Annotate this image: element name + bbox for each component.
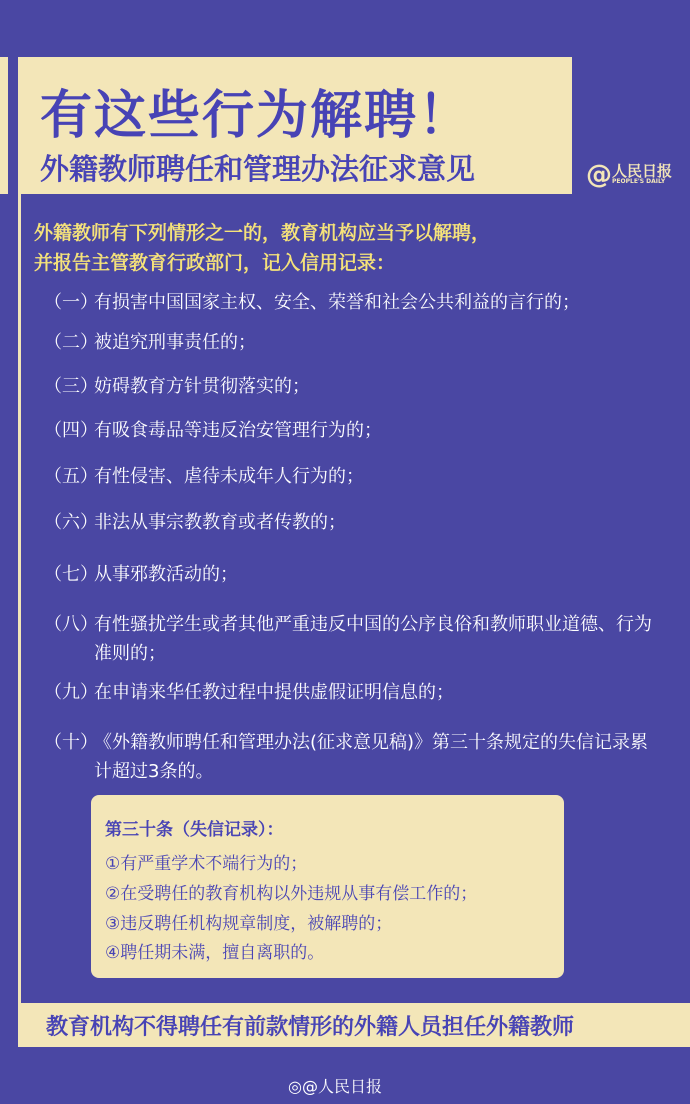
item-number: （五） xyxy=(44,466,98,487)
page-title: 有这些行为解聘！ xyxy=(40,86,473,146)
item-number: （八） xyxy=(44,614,98,635)
list-item xyxy=(44,610,664,668)
item-text: 有性侵害、虐待未成年人行为的； xyxy=(94,466,364,487)
item-number: （七） xyxy=(44,564,98,585)
item-number: （二） xyxy=(44,332,98,353)
logo-en: PEOPLE'S DAILY xyxy=(612,178,666,185)
decorative-bar xyxy=(0,57,8,194)
weibo-icon: ◎ xyxy=(288,1077,302,1096)
item-number: （三） xyxy=(44,376,98,397)
box-line: ③违反聘任机构规章制度，被解聘的； xyxy=(105,914,393,934)
at-icon: @ xyxy=(586,160,612,190)
box-line: ①有严重学术不端行为的； xyxy=(105,854,308,874)
item-text: 有性骚扰学生或者其他严重违反中国的公序良俗和教师职业道德、行为准则的； xyxy=(94,614,652,664)
list-item xyxy=(44,288,664,317)
item-text: 在申请来华任教过程中提供虚假证明信息的； xyxy=(94,682,454,703)
intro-text xyxy=(34,218,490,278)
item-text: 从事邪教活动的； xyxy=(94,564,238,585)
decorative-line xyxy=(18,194,21,1004)
item-number: （十） xyxy=(44,732,98,753)
footer-handle: @人民日报 xyxy=(301,1077,382,1096)
page-subtitle: 外籍教师聘任和管理办法征求意见 xyxy=(40,152,476,186)
article-30-box xyxy=(91,795,564,978)
item-text: 《外籍教师聘任和管理办法(征求意见稿)》第三十条规定的失信记录累计超过3条的。 xyxy=(94,732,649,782)
weibo-watermark xyxy=(288,1074,382,1097)
bottom-banner xyxy=(18,1003,690,1047)
peoples-daily-logo xyxy=(586,160,672,190)
item-number: （一） xyxy=(44,292,98,313)
banner-text: 教育机构不得聘任有前款情形的外籍人员担任外籍教师 xyxy=(46,1015,575,1040)
intro-line: 并报告主管教育行政部门，记入信用记录： xyxy=(34,252,396,274)
list-item xyxy=(44,328,664,357)
box-line: ④聘任期未满，擅自离职的。 xyxy=(105,943,325,963)
box-title: 第三十条（失信记录）： xyxy=(105,820,284,840)
list-item xyxy=(44,462,664,491)
intro-line: 外籍教师有下列情形之一的，教育机构应当予以解聘， xyxy=(34,222,491,244)
list-item xyxy=(44,372,664,401)
item-text: 有吸食毒品等违反治安管理行为的； xyxy=(94,420,382,441)
list-item xyxy=(44,416,664,445)
item-number: （九） xyxy=(44,682,98,703)
item-number: （六） xyxy=(44,512,98,533)
item-text: 被追究刑事责任的； xyxy=(94,332,256,353)
list-item xyxy=(44,728,664,786)
list-item xyxy=(44,560,664,589)
item-text: 非法从事宗教教育或者传教的； xyxy=(94,512,346,533)
box-line: ②在受聘任的教育机构以外违规从事有偿工作的； xyxy=(105,884,478,904)
item-text: 妨碍教育方针贯彻落实的； xyxy=(94,376,310,397)
list-item xyxy=(44,508,664,537)
header-banner xyxy=(18,57,572,194)
list-item xyxy=(44,678,664,707)
logo-cn: 人民日报 xyxy=(612,162,673,180)
item-text: 有损害中国国家主权、安全、荣誉和社会公共利益的言行的； xyxy=(94,292,580,313)
item-number: （四） xyxy=(44,420,98,441)
